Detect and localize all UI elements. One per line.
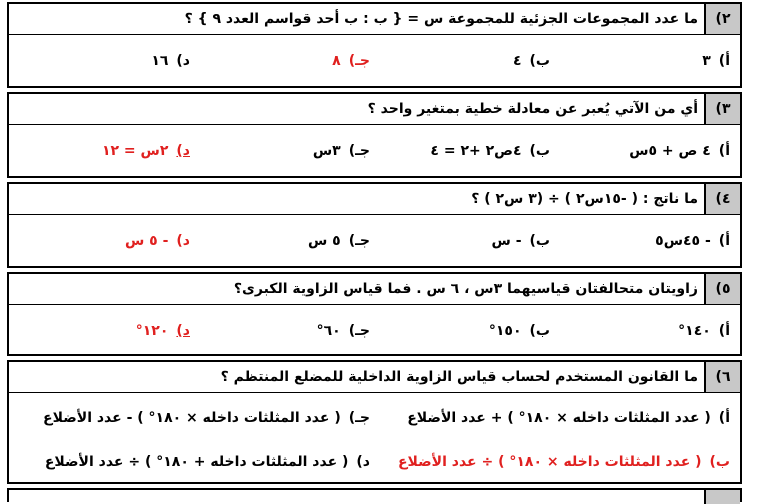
option-b[interactable]: ب)٤ (512, 53, 550, 69)
question-header (9, 274, 740, 305)
option-d-correct[interactable]: د)- ٥ س (124, 233, 190, 249)
option-a[interactable]: أ)( عدد المثلثات داخله × ١٨٠° ) + عدد الأضلاع (407, 410, 730, 426)
question-number-cell (704, 490, 740, 504)
question-block (7, 2, 742, 88)
question-block (7, 182, 742, 268)
question-text: زاويتان متحالفتان قياسيهما ٣س ، ٦ س . فما قياس الزاوية الكبرى؟ (233, 281, 698, 297)
option-b[interactable]: ب)٤ص٢ +٢ = ٤ (430, 143, 550, 159)
question-header (9, 362, 740, 393)
question-number: ٦) (704, 362, 740, 392)
question-header (9, 94, 740, 125)
option-c[interactable]: جـ)٦٠° (316, 323, 370, 339)
option-a[interactable]: أ)٣ (702, 53, 730, 69)
question-block (7, 272, 742, 356)
question-block (7, 360, 742, 484)
answers-row (9, 215, 740, 271)
option-c[interactable]: جـ)٣س (312, 143, 370, 159)
answers-row (9, 305, 740, 361)
option-c-correct[interactable]: جـ)٨ (332, 53, 370, 69)
answers-row (9, 125, 740, 181)
question-number: ٣) (704, 94, 740, 124)
option-b-correct[interactable]: ب)( عدد المثلثات داخله × ١٨٠° ) ÷ عدد الأضلاع (397, 454, 730, 470)
question-number: ٤) (704, 184, 740, 214)
option-a[interactable]: أ)- ٤٥س٥ (655, 233, 730, 249)
option-c[interactable]: جـ)( عدد المثلثات داخله × ١٨٠° ) - عدد الأضلاع (43, 410, 370, 426)
question-header (9, 184, 740, 215)
question-number: ٥) (704, 274, 740, 304)
option-b[interactable]: ب)- س (491, 233, 550, 249)
option-d-correct[interactable]: د)٢س = ١٢ (101, 143, 190, 159)
question-text: ما ناتج : ( -١٥س٢ ) ÷ (٣ س٢ ) ؟ (471, 191, 698, 207)
question-text: ما القانون المستخدم لحساب قياس الزاوية الداخلية للمضلع المنتظم ؟ (220, 369, 698, 385)
question-text: أي من الآتي يُعبر عن معادلة خطية بمتغير واحد ؟ (367, 101, 698, 117)
question-block (7, 92, 742, 178)
option-d-correct[interactable]: د)١٢٠° (135, 323, 190, 339)
option-a[interactable]: أ)٤ ص + ٥س (629, 143, 730, 159)
option-d[interactable]: د)( عدد المثلثات داخله + ١٨٠° ) ÷ عدد الأضلاع (44, 454, 370, 470)
answers-row (9, 35, 740, 91)
option-c[interactable]: جـ)٥ س (307, 233, 370, 249)
question-number: ٢) (704, 4, 740, 34)
option-a[interactable]: أ)١٤٠° (678, 323, 730, 339)
option-d[interactable]: د)١٦ (151, 53, 190, 69)
option-b[interactable]: ب)١٥٠° (488, 323, 550, 339)
question-text: ما عدد المجموعات الجزئية للمجموعة س = { ب : ب أحد قواسم العدد ٩ } ؟ (184, 11, 698, 27)
question-header (9, 4, 740, 35)
